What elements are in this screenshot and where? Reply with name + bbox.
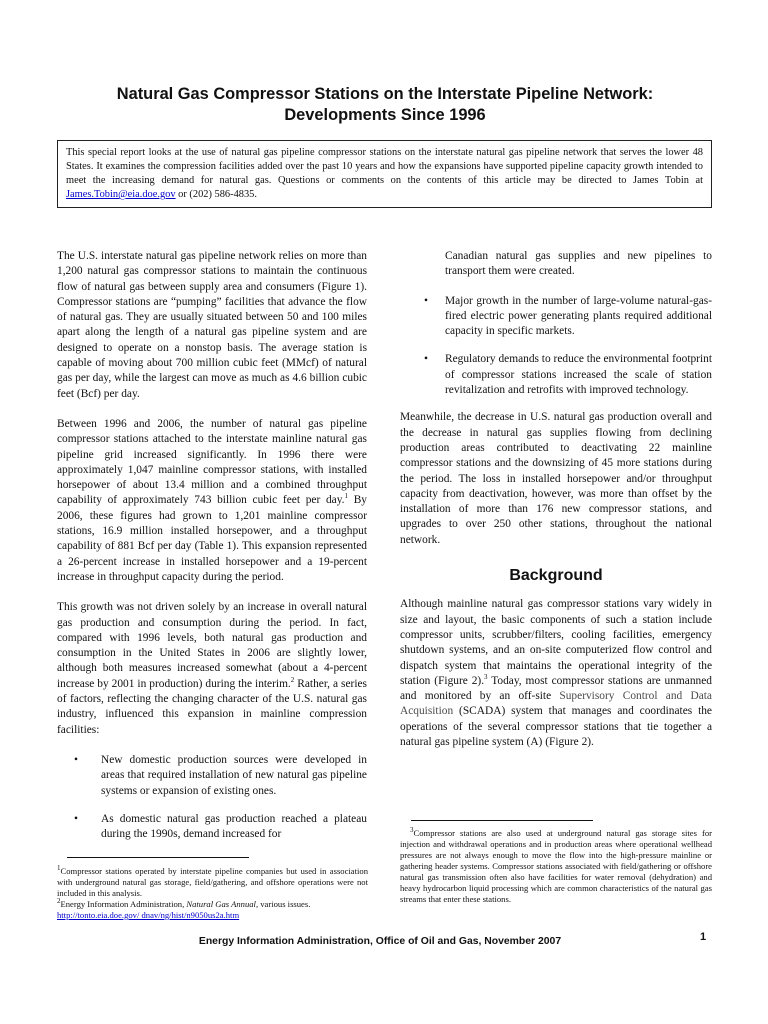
paragraph-background [400,597,712,750]
list-item-continued [400,249,712,280]
paragraph-drivers [57,600,367,738]
paragraph-background-text-b: Today, most compressor stations are unmanned and monitored by an off-site [400,674,712,703]
paragraph-growth-text-b: By 2006, these figures had grown to 1,201 mainline compressor stations, 16.9 million installed horsepower, and a throughput capability of 881 Bcf per day (Table 1). This expansion represented a 26-percent increase in installed horsepower and a 19-percent increase in throughput capacity during the period. [57,494,367,583]
page-number: 1 [700,931,707,943]
footnotes-left [57,866,368,921]
paragraph-drivers-text-a: This growth was not driven solely by an increase in overall natural gas production and consumption during the period. In fact, compared with 1996 levels, both natural gas production and consumption in the United States in 2006 are slightly lower, although both measures increased somewhat (about a 4-percent increase by 2001 in production) during the interim. [57,601,367,690]
footnote-divider-left [67,857,249,858]
footnote-2-italic: Natural Gas Annual [186,899,256,909]
paragraph-growth [57,417,367,585]
footnote-2-text-a: Energy Information Administration, [60,899,187,909]
bullet-glyph: • [74,812,78,825]
paragraph-drivers-text-b: Rather, a series of factors, reflecting the changing character of the U.S. natural gas industry, influenced this expansion in mainline compression facilities: [57,677,367,736]
footnote-2-link-line [57,910,368,921]
list-item-text: Regulatory demands to reduce the environmental footprint of compressor stations increased the scale of station revitalization and retrofits with improved technology. [445,353,712,397]
scada-term: Supervisory Control and Data Acquisition [400,690,712,718]
footnote-2-number: 2 [57,897,61,906]
footnote-1-number: 1 [57,864,61,873]
right-column [400,249,712,765]
abstract-box [57,140,712,208]
paragraph-intro: The U.S. interstate natural gas pipeline network relies on more than 1,200 natural gas compressor stations to maintain the continuous flow of natural gas between supply area and consumers (Figure 1). Compressor stations are “pumping” facilities that advance the flow of natural gas. They are usually situated between 50 and 100 miles apart along the length of a natural gas pipeline system and are designed to operate on a nonstop basis. The average station is capable of moving about 700 million cubic feet (MMcf) of natural gas per day, while the largest can move as much as 4.6 billion cubic feet (Bcf) per day. [57,250,367,400]
left-column [57,249,367,855]
footnote-2 [57,899,368,910]
footnote-ref-1: 1 [344,492,348,501]
abstract-text: This special report looks at the use of natural gas pipeline compressor stations on the interstate natural gas pipeline network that serves the lower 48 States. It examines the compression facilities added over the past 10 years and how the expansions have supported pipeline capacity growth intended to meet the increasing demand for natural gas. Questions or comments on the contents of this article may be directed to James Tobin at [66,147,703,186]
list-item [57,812,367,843]
footnotes-right [400,828,712,905]
abstract-tail: or (202) 586-4835. [175,189,257,200]
bullet-glyph: • [424,353,428,366]
list-item [400,294,712,340]
footnote-1-text: Compressor stations operated by interstate pipeline companies but used in association with underground natural gas storage, field/gathering, and offshore operations were not included in this analysis. [57,866,368,898]
list-item-text: As domestic natural gas production reached a plateau during the 1990s, demand increased for [101,812,367,841]
list-item [57,753,367,799]
report-title [60,84,710,126]
footnote-ref-3: 3 [484,673,488,682]
page-footer: Energy Information Administration, Office of Oil and Gas, November 2007 [198,936,562,947]
section-heading-background: Background [509,567,603,585]
footnote-divider-right [411,820,593,821]
footnote-ref-2: 2 [290,675,295,684]
paragraph-background-text-a: Although mainline natural gas compressor stations vary widely in size and layout, the basic components of such a station include compressor units, scrubber/filters, cooling facilities, emergency shutdown systems, and an on-site computerized flow control and dispatch system that maintains the operational integrity of the station (Figure 2). [400,598,712,687]
bullet-glyph: • [424,294,428,307]
paragraph-growth-text-a: Between 1996 and 2006, the number of natural gas pipeline compressor stations attached to the interstate mainline natural gas pipeline grid increased significantly. In 1996 there were approximately 1,047 mainline compressor stations, with installed horsepower of about 13.4 million and a combined throughput capability of approximately 743 billion cubic feet per day. [57,417,367,507]
list-item-text: Major growth in the number of large-volume natural-gas-fired electric power generating plants required additional capacity in specific markets. [445,294,712,338]
footnote-3 [400,828,712,905]
list-item-text: Canadian natural gas supplies and new pipelines to transport them were created. [445,250,712,278]
factor-list [57,753,367,842]
author-email-link[interactable]: James.Tobin@eia.doe.gov [66,189,176,200]
footnote-2-link[interactable]: http://tonto.eia.doe.gov/ dnav/ng/hist/n9050us2a.htm [57,910,240,920]
list-item-text: New domestic production sources were developed in areas that required installation of new natural gas pipeline systems or expansion of existing ones. [101,753,367,797]
footnote-3-number: 3 [410,826,414,835]
list-item [400,352,712,398]
footnote-1 [57,866,368,899]
footnote-3-text: Compressor stations are also used at underground natural gas storage sites for injection and withdrawal operations and in production areas where operational wellhead pressures are not always enough to move the flow into the high-pressure mainline or gathering header systems. Compressor stations associated with field/gathering or offshore natural gas transmission often also have facilities for water removal (dehydration) and heavy hydrocarbon liquid processing which are common characteristics of the natural gas streams that enter these stations. [400,828,712,904]
factor-list-continued [400,249,712,398]
paragraph-background-text-c: (SCADA) system that manages and coordinates the operations of the several compressor stations that tie together a natural gas pipeline system (A) (Figure 2). [400,705,712,749]
bullet-glyph: • [74,753,78,766]
title-line-2: Developments Since 1996 [284,106,486,124]
title-line-1: Natural Gas Compressor Stations on the Interstate Pipeline Network: [116,85,654,103]
footnote-2-text-b: , various issues. [255,899,311,909]
paragraph-deactivation: Meanwhile, the decrease in U.S. natural gas production overall and the decrease in natural gas supplies flowing from declining production areas contributed to deactivating 22 mainline compressor stations and the downsizing of 45 more stations during the period. The loss in installed horsepower and/or throughput capacity from deactivation, however, was more than offset by the installation of more than 176 new compressor stations, and upgrades to over 250 other stations, throughout the national network. [400,411,712,546]
